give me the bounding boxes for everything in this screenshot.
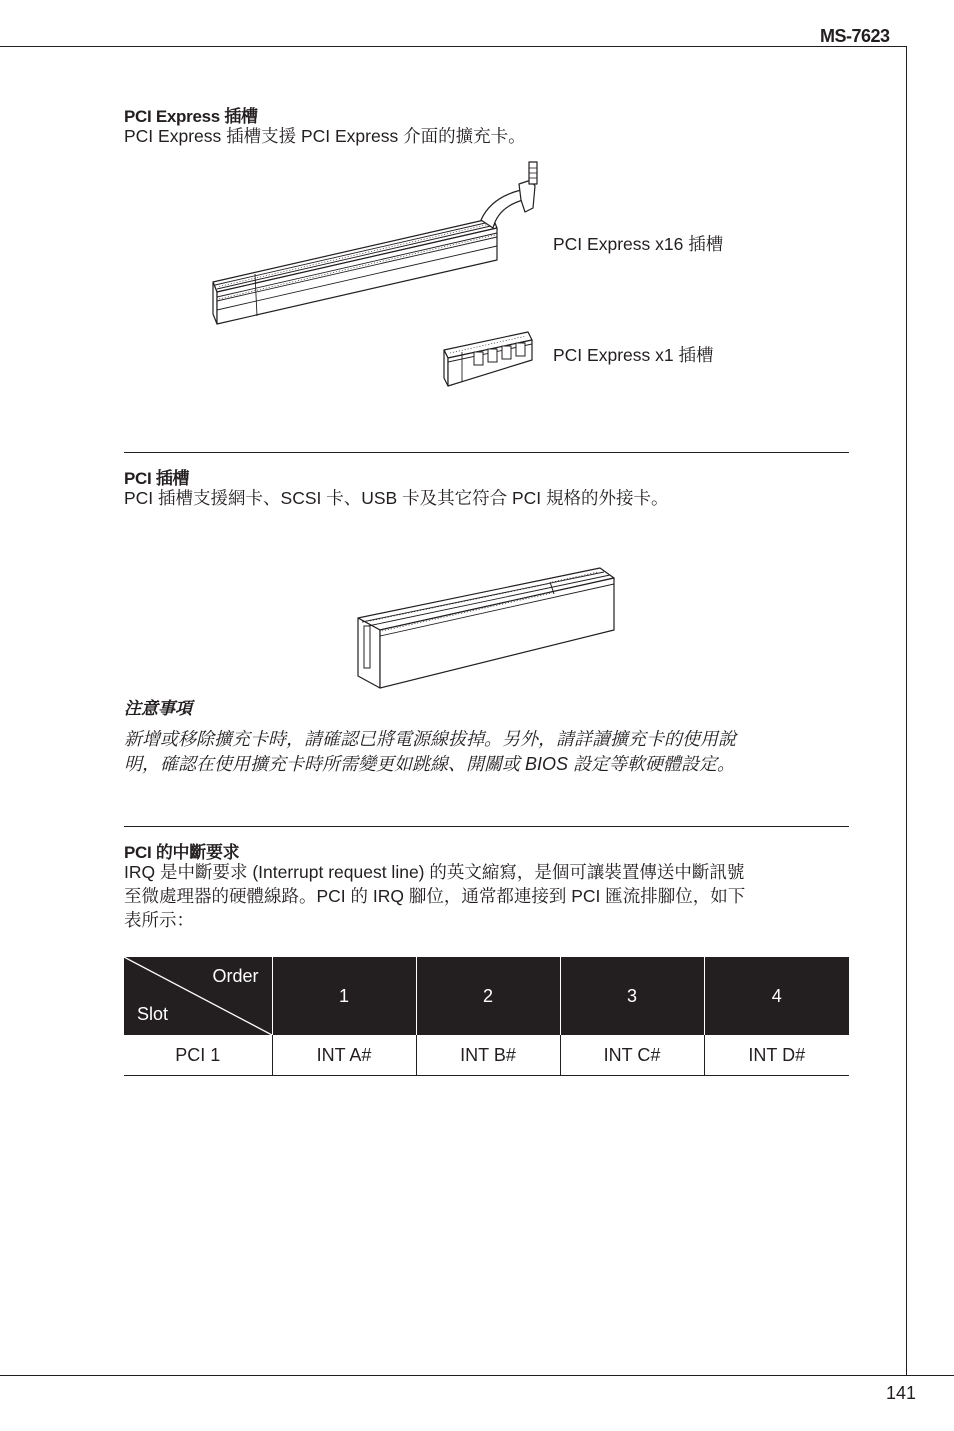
- table-header-cell: 2: [416, 957, 560, 1035]
- table-header-row: [124, 957, 849, 1035]
- irq-section-desc: [124, 860, 849, 932]
- table-cell: INT A#: [272, 1035, 416, 1076]
- pci-slot-illustration: [352, 560, 622, 692]
- note-body: [124, 727, 849, 777]
- footer-rule: [0, 1375, 954, 1376]
- pci-section-desc: PCI 插槽支援網卡、SCSI 卡、USB 卡及其它符合 PCI 規格的外接卡。: [124, 488, 669, 508]
- table-header-cell: 3: [560, 957, 704, 1035]
- header-rule: [0, 46, 907, 47]
- pcie-x1-slot-illustration: [440, 328, 540, 390]
- table-row-slot: PCI 1: [124, 1035, 272, 1076]
- table-cell: INT B#: [416, 1035, 560, 1076]
- page-number: 141: [886, 1383, 917, 1403]
- corner-order-label: Order: [212, 966, 259, 986]
- table-header-cell: 1: [272, 957, 416, 1035]
- table-cell: INT D#: [704, 1035, 849, 1076]
- pci-section-title: PCI 插槽: [124, 469, 190, 488]
- pcie-section-desc: PCI Express 插槽支援 PCI Express 介面的擴充卡。: [124, 126, 526, 146]
- note-line-1: 新增或移除擴充卡時，請確認已將電源線拔掉。另外，請詳讀擴充卡的使用說: [124, 729, 736, 749]
- right-margin-rule: [906, 46, 907, 1376]
- section-divider: [124, 826, 849, 827]
- table-corner-cell: [124, 957, 272, 1035]
- irq-desc-line-2: 至微處理器的硬體線路。PCI 的 IRQ 腳位，通常都連接到 PCI 匯流排腳位，如下: [124, 886, 746, 906]
- corner-slot-label: Slot: [137, 1004, 169, 1024]
- pcie-x16-slot-illustration: [205, 156, 550, 331]
- table-cell: INT C#: [560, 1035, 704, 1076]
- irq-section-title: PCI 的中斷要求: [124, 843, 240, 862]
- model-number: MS-7623: [820, 26, 890, 46]
- table-header-cell: 4: [704, 957, 849, 1035]
- table-row: [124, 1035, 849, 1076]
- pcie-x1-label: PCI Express x1 插槽: [553, 345, 714, 365]
- note-line-2: 明，確認在使用擴充卡時所需變更如跳線、開關或 BIOS 設定等軟硬體設定。: [124, 754, 736, 774]
- irq-desc-line-1: IRQ 是中斷要求 (Interrupt request line) 的英文縮寫，是個可讓裝置傳送中斷訊號: [124, 862, 745, 882]
- pcie-x16-label: PCI Express x16 插槽: [553, 234, 724, 254]
- irq-desc-line-3: 表所示：: [124, 910, 194, 930]
- section-divider: [124, 452, 849, 453]
- pcie-section-title: PCI Express 插槽: [124, 107, 258, 126]
- note-title: 注意事項: [124, 699, 192, 718]
- irq-table: [124, 957, 849, 1076]
